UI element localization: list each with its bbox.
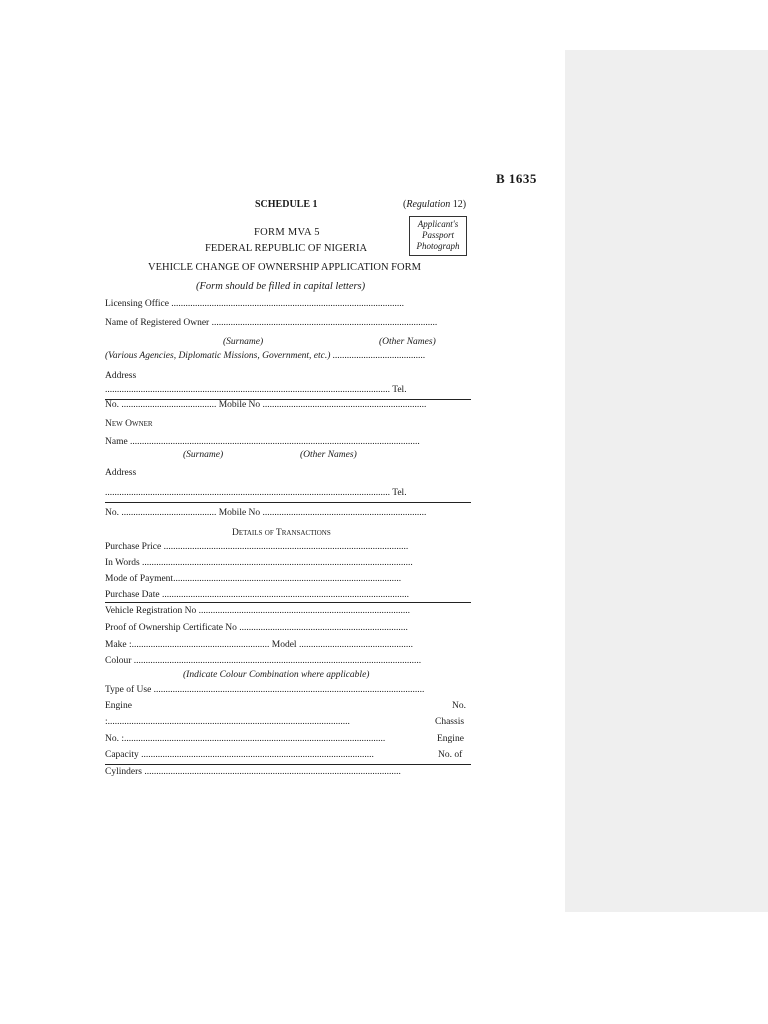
photo-box-line-2: Passport — [421, 230, 454, 240]
mode-of-payment-field: Mode of Payment................................................................................................ — [105, 574, 402, 584]
engine-label: Engine — [105, 701, 132, 711]
chassis-label: Chassis — [435, 717, 465, 727]
in-words-field: In Words .................................................................................................................. — [105, 558, 413, 568]
purchase-date-field: Purchase Date ........................................................................................................ — [105, 590, 409, 600]
new-owner-no-mobile-field: No. ........................................ Mobile No ..................................................................... — [105, 508, 427, 518]
no-mobile-field: No. ........................................ Mobile No ..................................................................... — [105, 400, 427, 410]
passport-photo-box — [409, 216, 467, 256]
address-label: Address — [105, 371, 137, 381]
new-owner-address-tel-field: ........................................................................................................................ Tel. — [105, 488, 407, 498]
form-number: FORM MVA 5 — [254, 227, 320, 238]
divider — [105, 502, 471, 503]
engine-label-2: Engine — [437, 734, 464, 744]
other-names-label: (Other Names) — [379, 337, 436, 347]
colour-note: (Indicate Colour Combination where applicable) — [183, 670, 370, 680]
schedule-heading: SCHEDULE 1 — [255, 199, 318, 210]
country-name: FEDERAL REPUBLIC OF NIGERIA — [205, 243, 368, 254]
agencies-field: (Various Agencies, Diplomatic Missions, Government, etc.) ....................................... — [105, 351, 426, 361]
form-note: (Form should be filled in capital letters) — [196, 281, 366, 292]
page-number: B 1635 — [496, 171, 537, 186]
type-of-use-field: Type of Use .................................................................................................................. — [105, 685, 425, 695]
chassis-number-field: No. :.............................................................................................................. — [105, 734, 386, 744]
purchase-price-field: Purchase Price ....................................................................................................... — [105, 542, 409, 552]
side-panel — [565, 50, 768, 912]
make-model-field: Make :.......................................................... Model ................................................ — [105, 640, 413, 650]
licensing-office-field: Licensing Office .................................................................................................. — [105, 299, 405, 309]
new-owner-other-names-label: (Other Names) — [300, 450, 357, 460]
capacity-field: Capacity .................................................................................................. — [105, 750, 374, 760]
new-owner-surname-label: (Surname) — [183, 450, 224, 460]
new-owner-heading: New Owner — [105, 419, 153, 429]
divider — [105, 602, 471, 603]
no-of-label: No. of — [438, 750, 463, 760]
new-owner-address-label: Address — [105, 468, 137, 478]
colour-field: Colour ......................................................................................................................... — [105, 656, 422, 666]
divider — [105, 764, 471, 765]
proof-of-ownership-field: Proof of Ownership Certificate No ....................................................................... — [105, 623, 408, 633]
engine-no-label: No. — [452, 701, 466, 711]
cylinders-field: Cylinders ............................................................................................................ — [105, 767, 401, 777]
registered-owner-field: Name of Registered Owner ............................................................................................... — [105, 318, 438, 328]
engine-number-field: :...................................................................................................... — [105, 717, 350, 727]
vehicle-registration-field: Vehicle Registration No ......................................................................................... — [105, 606, 411, 616]
form-title: VEHICLE CHANGE OF OWNERSHIP APPLICATION FORM — [148, 262, 421, 273]
address-tel-field: ........................................................................................................................ Tel. — [105, 385, 407, 395]
new-owner-name-field: Name .......................................................................................................................... — [105, 437, 420, 447]
regulation-reference: (Regulation 12) — [403, 199, 467, 210]
photo-box-line-3: Photograph — [416, 241, 460, 251]
transactions-heading: Details of Transactions — [232, 528, 331, 538]
photo-box-line-1: Applicant's — [417, 219, 459, 229]
surname-label: (Surname) — [223, 337, 264, 347]
